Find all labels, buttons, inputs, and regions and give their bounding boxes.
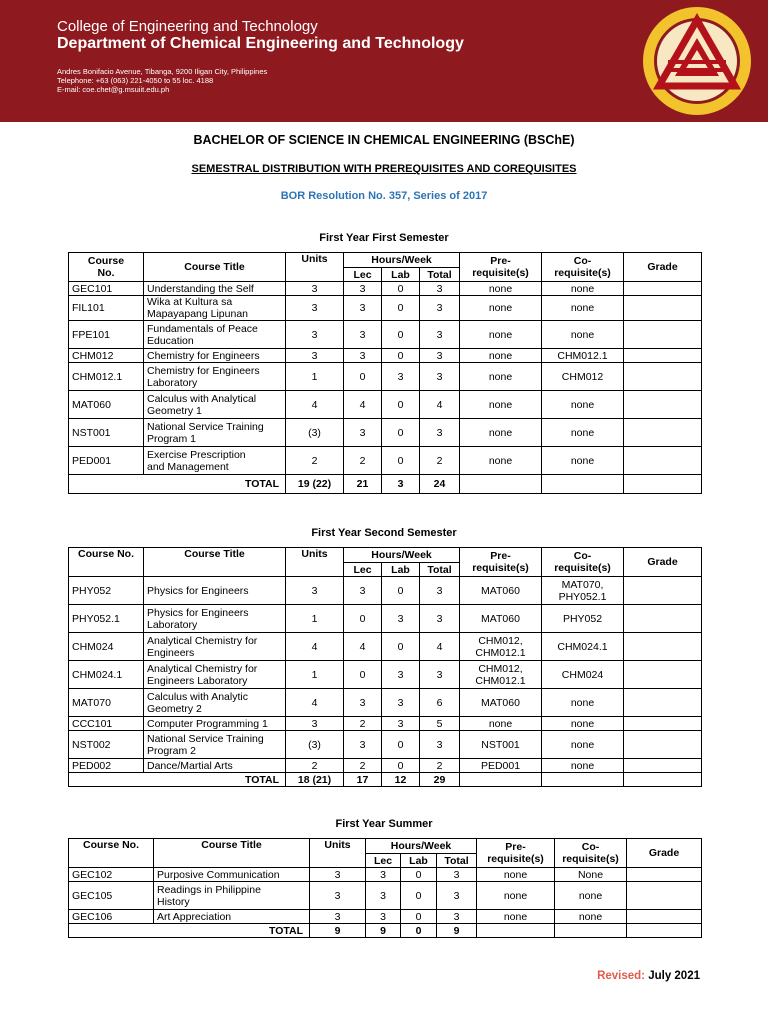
grade-cell xyxy=(624,759,702,773)
course-title: Understanding the Self xyxy=(144,282,286,296)
department-logo-icon xyxy=(638,4,756,118)
total-units: 19 (22) xyxy=(286,475,344,494)
course-row xyxy=(69,605,702,633)
hours-total: 3 xyxy=(420,349,460,363)
header-grade: Grade xyxy=(624,253,702,282)
hours-lec: 3 xyxy=(366,868,401,882)
corequisites: none xyxy=(542,689,624,717)
course-units: 3 xyxy=(310,882,366,910)
hours-lec: 2 xyxy=(344,447,382,475)
course-title: Fundamentals of Peace Education xyxy=(144,321,286,349)
course-units: 3 xyxy=(286,717,344,731)
course-code: CHM024.1 xyxy=(69,661,144,689)
hours-total: 5 xyxy=(420,717,460,731)
header-lec: Lec xyxy=(366,854,401,868)
course-row xyxy=(69,882,702,910)
grade-cell xyxy=(624,282,702,296)
hours-total: 3 xyxy=(420,661,460,689)
course-title: Analytical Chemistry for Engineers xyxy=(144,633,286,661)
hours-lab: 3 xyxy=(382,661,420,689)
grade-cell xyxy=(624,689,702,717)
hours-lab: 0 xyxy=(382,321,420,349)
grade-cell xyxy=(624,731,702,759)
course-row xyxy=(69,349,702,363)
grade-cell xyxy=(627,868,702,882)
corequisites: none xyxy=(542,717,624,731)
address: Andres Bonifacio Avenue, Tibanga, 9200 Iligan City, Philippines xyxy=(57,67,268,76)
header-grade: Grade xyxy=(624,548,702,577)
course-title: Readings in Philippine History xyxy=(154,882,310,910)
total-label: TOTAL xyxy=(69,773,286,787)
hours-lec: 3 xyxy=(344,296,382,321)
total-grade-empty xyxy=(627,924,702,938)
header-lab: Lab xyxy=(382,563,420,577)
total-hours: 24 xyxy=(420,475,460,494)
prerequisites: none xyxy=(460,321,542,349)
total-label: TOTAL xyxy=(69,924,310,938)
course-row xyxy=(69,391,702,419)
hours-total: 3 xyxy=(420,296,460,321)
document-subtitle: SEMESTRAL DISTRIBUTION WITH PREREQUISITES AND COREQUISITES xyxy=(191,163,577,175)
telephone: Telephone: +63 (063) 221-4050 to 55 loc. 4188 xyxy=(57,76,214,85)
hours-total: 3 xyxy=(437,868,477,882)
total-hours: 29 xyxy=(420,773,460,787)
total-coreq-empty xyxy=(542,475,624,494)
hours-total: 3 xyxy=(420,321,460,349)
prerequisites: none xyxy=(477,868,555,882)
semester-heading-1: First Year First Semester xyxy=(319,232,449,244)
header-corequisites: Co- requisite(s) xyxy=(542,548,624,577)
grade-cell xyxy=(624,661,702,689)
header-lab: Lab xyxy=(382,268,420,282)
totals-row xyxy=(69,773,702,787)
course-code: CHM024 xyxy=(69,633,144,661)
header-course-title: Course Title xyxy=(144,548,286,577)
header-total: Total xyxy=(420,563,460,577)
revised-label: Revised: xyxy=(597,970,645,982)
header-course-title: Course Title xyxy=(144,253,286,282)
hours-lec: 0 xyxy=(344,605,382,633)
corequisites: none xyxy=(555,910,627,924)
totals-row xyxy=(69,924,702,938)
prerequisites: NST001 xyxy=(460,731,542,759)
course-row xyxy=(69,419,702,447)
course-units: 3 xyxy=(286,349,344,363)
hours-total: 3 xyxy=(420,731,460,759)
header-hours-week: Hours/Week xyxy=(366,839,477,854)
course-code: PED001 xyxy=(69,447,144,475)
prerequisites: none xyxy=(460,419,542,447)
course-units: 3 xyxy=(286,282,344,296)
total-lec: 9 xyxy=(366,924,401,938)
grade-cell xyxy=(624,605,702,633)
hours-total: 2 xyxy=(420,759,460,773)
course-units: 1 xyxy=(286,363,344,391)
corequisites: none xyxy=(542,759,624,773)
course-code: CHM012 xyxy=(69,349,144,363)
header-course-no: Course No. xyxy=(69,839,154,868)
course-code: GEC106 xyxy=(69,910,154,924)
course-title: Calculus with Analytic Geometry 2 xyxy=(144,689,286,717)
course-row xyxy=(69,731,702,759)
header-prerequisites: Pre- requisite(s) xyxy=(477,839,555,868)
hours-lab: 0 xyxy=(382,419,420,447)
total-units: 9 xyxy=(310,924,366,938)
course-units: 3 xyxy=(286,577,344,605)
hours-lec: 0 xyxy=(344,661,382,689)
hours-total: 3 xyxy=(420,282,460,296)
hours-lec: 3 xyxy=(344,282,382,296)
corequisites: none xyxy=(542,391,624,419)
corequisites: none xyxy=(542,419,624,447)
prerequisites: PED001 xyxy=(460,759,542,773)
course-units: 4 xyxy=(286,391,344,419)
course-code: MAT070 xyxy=(69,689,144,717)
corequisites: none xyxy=(542,321,624,349)
grade-cell xyxy=(627,910,702,924)
course-units: 1 xyxy=(286,661,344,689)
hours-total: 3 xyxy=(437,882,477,910)
course-units: 3 xyxy=(310,868,366,882)
prerequisites: none xyxy=(477,910,555,924)
course-units: 2 xyxy=(286,759,344,773)
course-code: PHY052.1 xyxy=(69,605,144,633)
hours-total: 3 xyxy=(437,910,477,924)
prerequisites: none xyxy=(460,282,542,296)
header-band xyxy=(0,0,768,122)
total-coreq-empty xyxy=(542,773,624,787)
header-lec: Lec xyxy=(344,563,382,577)
hours-lec: 3 xyxy=(344,419,382,447)
total-label: TOTAL xyxy=(69,475,286,494)
hours-lec: 3 xyxy=(366,910,401,924)
grade-cell xyxy=(624,391,702,419)
course-row xyxy=(69,321,702,349)
course-row xyxy=(69,296,702,321)
total-prereq-empty xyxy=(477,924,555,938)
hours-lab: 3 xyxy=(382,689,420,717)
course-row xyxy=(69,577,702,605)
hours-lec: 2 xyxy=(344,759,382,773)
course-row xyxy=(69,717,702,731)
course-title: Physics for Engineers xyxy=(144,577,286,605)
course-code: GEC102 xyxy=(69,868,154,882)
header-grade: Grade xyxy=(627,839,702,868)
course-code: MAT060 xyxy=(69,391,144,419)
totals-row xyxy=(69,475,702,494)
grade-cell xyxy=(624,321,702,349)
course-code: GEC101 xyxy=(69,282,144,296)
course-title: National Service Training Program 1 xyxy=(144,419,286,447)
hours-lab: 0 xyxy=(382,391,420,419)
course-row xyxy=(69,363,702,391)
course-title: Dance/Martial Arts xyxy=(144,759,286,773)
course-title: Purposive Communication xyxy=(154,868,310,882)
course-row xyxy=(69,661,702,689)
semester-heading-3: First Year Summer xyxy=(335,818,433,830)
course-units: 3 xyxy=(310,910,366,924)
course-units: 4 xyxy=(286,633,344,661)
hours-lab: 0 xyxy=(382,731,420,759)
header-corequisites: Co- requisite(s) xyxy=(542,253,624,282)
hours-total: 3 xyxy=(420,605,460,633)
course-code: FIL101 xyxy=(69,296,144,321)
hours-lab: 0 xyxy=(401,910,437,924)
course-units: (3) xyxy=(286,419,344,447)
hours-lec: 4 xyxy=(344,633,382,661)
hours-lec: 3 xyxy=(344,577,382,605)
course-units: 2 xyxy=(286,447,344,475)
prerequisites: none xyxy=(477,882,555,910)
course-title: Physics for Engineers Laboratory xyxy=(144,605,286,633)
corequisites: none xyxy=(542,731,624,759)
corequisites: CHM012 xyxy=(542,363,624,391)
course-title: Calculus with Analytical Geometry 1 xyxy=(144,391,286,419)
grade-cell xyxy=(624,349,702,363)
total-coreq-empty xyxy=(555,924,627,938)
header-lec: Lec xyxy=(344,268,382,282)
course-units: 3 xyxy=(286,321,344,349)
corequisites: CHM012.1 xyxy=(542,349,624,363)
hours-lec: 2 xyxy=(344,717,382,731)
course-title: Chemistry for Engineers Laboratory xyxy=(144,363,286,391)
total-hours: 9 xyxy=(437,924,477,938)
semester-heading-2: First Year Second Semester xyxy=(311,527,457,539)
hours-lab: 0 xyxy=(382,577,420,605)
hours-lab: 3 xyxy=(382,605,420,633)
header-prerequisites: Pre- requisite(s) xyxy=(460,253,542,282)
course-title: Exercise Prescription and Management xyxy=(144,447,286,475)
prerequisites: CHM012, CHM012.1 xyxy=(460,661,542,689)
header-prerequisites: Pre- requisite(s) xyxy=(460,548,542,577)
grade-cell xyxy=(624,419,702,447)
prerequisites: CHM012, CHM012.1 xyxy=(460,633,542,661)
course-code: NST002 xyxy=(69,731,144,759)
header-hours-week: Hours/Week xyxy=(344,253,460,268)
header-course-no: Course No. xyxy=(69,548,144,577)
total-prereq-empty xyxy=(460,475,542,494)
hours-total: 3 xyxy=(420,363,460,391)
hours-total: 2 xyxy=(420,447,460,475)
email: E-mail: coe.chet@g.msuiit.edu.ph xyxy=(57,85,170,94)
corequisites: CHM024 xyxy=(542,661,624,689)
hours-total: 3 xyxy=(420,419,460,447)
corequisites: None xyxy=(555,868,627,882)
course-units: 4 xyxy=(286,689,344,717)
grade-cell xyxy=(624,633,702,661)
corequisites: PHY052 xyxy=(542,605,624,633)
hours-lab: 0 xyxy=(401,882,437,910)
course-title: Analytical Chemistry for Engineers Laboratory xyxy=(144,661,286,689)
course-units: (3) xyxy=(286,731,344,759)
total-lab: 12 xyxy=(382,773,420,787)
hours-lab: 0 xyxy=(382,349,420,363)
total-grade-empty xyxy=(624,773,702,787)
header-total: Total xyxy=(420,268,460,282)
program-title: BACHELOR OF SCIENCE IN CHEMICAL ENGINEERING (BSChE) xyxy=(193,133,575,147)
hours-lab: 0 xyxy=(382,447,420,475)
hours-lab: 3 xyxy=(382,363,420,391)
hours-lec: 4 xyxy=(344,391,382,419)
total-units: 18 (21) xyxy=(286,773,344,787)
course-code: CHM012.1 xyxy=(69,363,144,391)
hours-total: 4 xyxy=(420,633,460,661)
header-course-title: Course Title xyxy=(154,839,310,868)
grade-cell xyxy=(624,447,702,475)
total-lec: 21 xyxy=(344,475,382,494)
corequisites: MAT070, PHY052.1 xyxy=(542,577,624,605)
course-table-1st-year-summer xyxy=(68,838,702,938)
prerequisites: none xyxy=(460,349,542,363)
course-code: GEC105 xyxy=(69,882,154,910)
course-row xyxy=(69,282,702,296)
corequisites: none xyxy=(555,882,627,910)
total-lab: 3 xyxy=(382,475,420,494)
header-units: Units xyxy=(310,839,366,868)
revised-date: July 2021 xyxy=(648,970,700,982)
course-table-1st-year-1st-sem xyxy=(68,252,702,494)
prerequisites: MAT060 xyxy=(460,577,542,605)
course-units: 3 xyxy=(286,296,344,321)
grade-cell xyxy=(624,717,702,731)
hours-lec: 3 xyxy=(344,731,382,759)
hours-total: 6 xyxy=(420,689,460,717)
course-row xyxy=(69,447,702,475)
college-name: College of Engineering and Technology xyxy=(57,18,318,35)
total-lab: 0 xyxy=(401,924,437,938)
hours-lec: 3 xyxy=(344,349,382,363)
hours-total: 4 xyxy=(420,391,460,419)
hours-lab: 3 xyxy=(382,717,420,731)
corequisites: none xyxy=(542,282,624,296)
total-prereq-empty xyxy=(460,773,542,787)
hours-lec: 3 xyxy=(344,321,382,349)
header-corequisites: Co- requisite(s) xyxy=(555,839,627,868)
course-title: Wika at Kultura sa Mapayapang Lipunan xyxy=(144,296,286,321)
total-grade-empty xyxy=(624,475,702,494)
header-total: Total xyxy=(437,854,477,868)
prerequisites: none xyxy=(460,391,542,419)
course-code: PED002 xyxy=(69,759,144,773)
hours-lab: 0 xyxy=(382,282,420,296)
hours-lab: 0 xyxy=(401,868,437,882)
prerequisites: none xyxy=(460,296,542,321)
corequisites: none xyxy=(542,296,624,321)
course-code: CCC101 xyxy=(69,717,144,731)
course-row xyxy=(69,759,702,773)
course-code: NST001 xyxy=(69,419,144,447)
header-course-no: Course No. xyxy=(69,253,144,282)
header-hours-week: Hours/Week xyxy=(344,548,460,563)
hours-lec: 0 xyxy=(344,363,382,391)
course-title: Chemistry for Engineers xyxy=(144,349,286,363)
grade-cell xyxy=(624,296,702,321)
hours-lab: 0 xyxy=(382,633,420,661)
course-code: FPE101 xyxy=(69,321,144,349)
contact-info xyxy=(57,67,267,94)
header-units: Units xyxy=(286,548,344,577)
hours-lec: 3 xyxy=(366,882,401,910)
prerequisites: MAT060 xyxy=(460,605,542,633)
grade-cell xyxy=(624,577,702,605)
hours-lec: 3 xyxy=(344,689,382,717)
course-title: Art Appreciation xyxy=(154,910,310,924)
course-table-1st-year-2nd-sem xyxy=(68,547,702,787)
corequisites: none xyxy=(542,447,624,475)
header-units: Units xyxy=(286,253,344,282)
course-row xyxy=(69,633,702,661)
header-lab: Lab xyxy=(401,854,437,868)
department-name: Department of Chemical Engineering and Technology xyxy=(57,35,464,52)
corequisites: CHM024.1 xyxy=(542,633,624,661)
course-units: 1 xyxy=(286,605,344,633)
grade-cell xyxy=(624,363,702,391)
prerequisites: none xyxy=(460,717,542,731)
revision-note xyxy=(597,970,700,982)
total-lec: 17 xyxy=(344,773,382,787)
prerequisites: none xyxy=(460,363,542,391)
course-code: PHY052 xyxy=(69,577,144,605)
hours-total: 3 xyxy=(420,577,460,605)
course-row xyxy=(69,868,702,882)
prerequisites: none xyxy=(460,447,542,475)
course-title: National Service Training Program 2 xyxy=(144,731,286,759)
course-row xyxy=(69,689,702,717)
hours-lab: 0 xyxy=(382,296,420,321)
course-row xyxy=(69,910,702,924)
course-title: Computer Programming 1 xyxy=(144,717,286,731)
bor-resolution: BOR Resolution No. 357, Series of 2017 xyxy=(280,190,488,202)
prerequisites: MAT060 xyxy=(460,689,542,717)
grade-cell xyxy=(627,882,702,910)
hours-lab: 0 xyxy=(382,759,420,773)
